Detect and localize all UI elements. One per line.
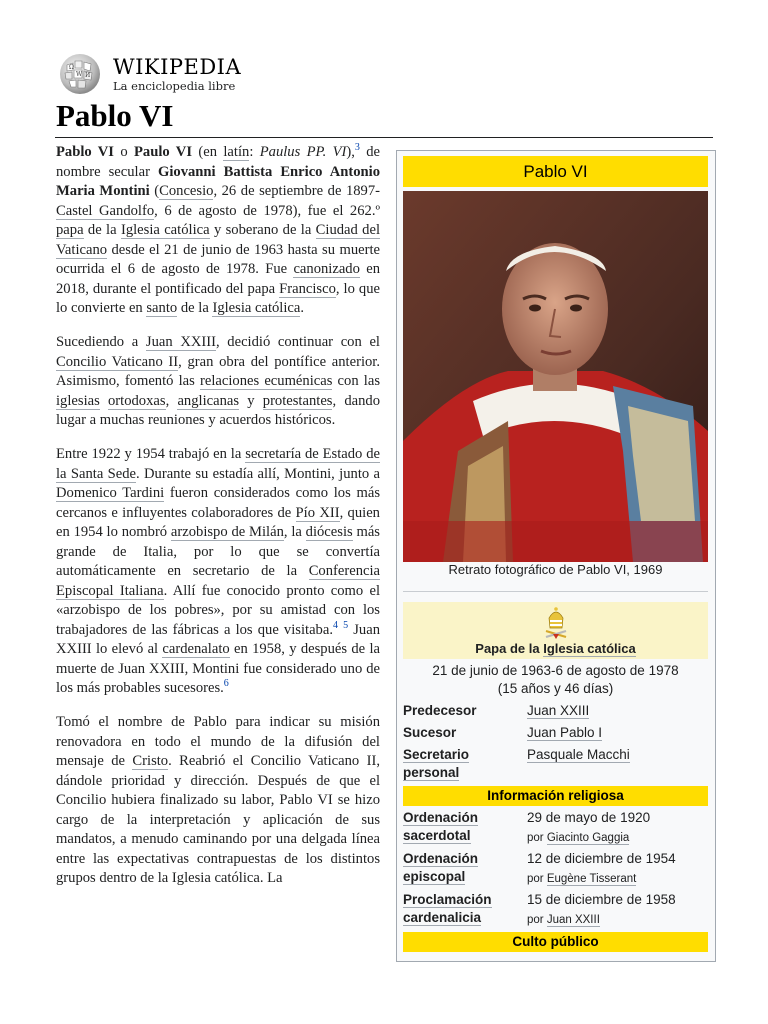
link-iglesias[interactable]: iglesias [56,392,100,409]
value-ordenacion-sacerdotal [527,809,707,846]
paragraph-4 [56,713,380,889]
link-ortodoxas[interactable]: ortodoxas [108,392,166,409]
link-concilio-vaticano-ii[interactable]: Concilio Vaticano II [56,353,179,370]
link-juan-xxiii[interactable]: Juan XXIII [145,334,216,350]
value-proclamacion-cardenalicia [527,891,707,928]
link-cristo[interactable]: Cristo [132,753,169,769]
text-run: fueron considerados como los más cercanos e influyentes colaboradores de [56,485,380,521]
link-pasquale-macchi[interactable]: Pasquale Macchi [527,747,630,762]
link-francisco[interactable]: Francisco [279,280,336,297]
link-pio-xii[interactable]: Pío XII [295,504,340,521]
text-run: , quien en 1954 lo nombró [56,504,380,540]
text-run: en 2018, durante el pontificado del papa [56,261,380,297]
site-header [55,52,355,96]
label-proclamacion-cardenalicia-text[interactable]: Proclamación cardenalicia [403,892,492,925]
infobox-divider [403,591,708,592]
text-run: desde el 21 de junio de 1963 hasta su muerte ocurrida el 6 de agosto de 1978. Fue [56,241,380,277]
value-sucesor [527,724,707,742]
text-run: Paulo VI [134,144,193,160]
text-run: , 26 de septiembre de 1897- [213,183,381,199]
reference-5[interactable]: 5 [343,619,349,631]
link-juan-xxiii[interactable]: Juan XXIII [546,914,600,926]
link-juan-pablo-i[interactable]: Juan Pablo I [527,725,603,740]
link-protestantes[interactable]: protestantes [262,392,333,409]
text-run: , decidió continuar con el [215,334,380,350]
office-header [403,602,708,659]
by-prefix: por [527,832,547,844]
link-secretaria-de-estado[interactable]: secretaría de Estado de la Santa Sede [56,446,381,482]
text-run: más grande de Italia, por lo que se convertía automáticamente en secretario de la [56,524,380,579]
link-arzobispo-de-milan[interactable]: arzobispo de Milán [170,524,284,540]
text-run: (en [192,144,224,160]
text-run: , dando lugar a muchas reuniones y acuerdos históricos. [56,392,381,428]
wikipedia-tagline: La enciclopedia libre [113,79,236,93]
text-run: , la [283,524,306,540]
label-ordenacion-sacerdotal-text[interactable]: Ordenación sacerdotal [403,810,479,843]
wikipedia-wordmark[interactable]: WIKIPEDIA [113,55,242,79]
ordained-by [527,830,707,846]
value-secretario [527,746,707,764]
text-run: Tomó el nombre de Pablo para indicar su misión renovadora en todo el mundo de la difusión del mensaje de [56,714,380,769]
text-run: , lo que lo convierte en [56,280,380,316]
office-date-range: 21 de junio de 1963-6 de agosto de 1978 [432,663,679,678]
date: 29 de mayo de 1920 [527,810,651,825]
text-run: con las [332,373,380,389]
by-prefix: por [527,914,547,926]
text-run: Pablo VI [56,144,114,160]
link-relaciones-ecumenicas[interactable]: relaciones ecuménicas [200,373,333,389]
text-run: y soberano de la [209,222,316,238]
text-run: . Reabrió el Concilio Vaticano II, dándole prioridad y dirección. Después de que el Concilio hubiera finalizado su labor, Pablo VI se hizo cargo de la interpretación y aplicación de sus mandatos, a menudo caminando por una delgada línea entre las expectativas contrapuestas de los distintos grupos dentro de la Iglesia católica. La [56,753,380,886]
text-run: : [249,144,260,160]
value-predecesor [527,702,707,720]
link-ciudad-del-vaticano[interactable]: Ciudad del Vaticano [56,222,381,258]
reference-4[interactable]: 4 [332,619,338,631]
text-run: , gran obra del pontífice anterior. Asimismo, fomentó las [56,353,381,389]
date: 12 de diciembre de 1954 [527,851,676,866]
reference-3[interactable]: 3 [354,142,360,154]
text-run: , 6 de agosto de 1978), fue el 262.º [154,202,380,219]
date: 15 de diciembre de 1958 [527,892,676,907]
text-run: , [165,392,178,409]
office-duration: (15 años y 46 días) [497,681,614,696]
paragraph-3 [56,445,380,699]
label-secretario [403,746,521,782]
link-juan-xxiii[interactable]: Juan XXIII [527,703,590,718]
link-canonizado[interactable]: canonizado [293,261,360,277]
text-run: de la [177,300,213,316]
text-run: de la [83,222,121,238]
label-ordenacion-sacerdotal [403,809,521,845]
link-iglesia-catolica[interactable]: Iglesia católica [543,641,636,656]
value-ordenacion-episcopal [527,850,707,887]
svg-text:И: И [85,72,91,79]
office-prefix: Papa de la [475,641,544,656]
link-castel-gandolfo[interactable]: Castel Gandolfo [56,202,155,219]
text-run: o [114,144,135,160]
text-run: Juan XXIII lo elevó al [56,621,381,657]
text-run: ), [346,144,355,160]
text-run [100,393,108,409]
link-iglesia-catolica[interactable]: Iglesia católica [212,300,301,316]
paragraph-2 [56,333,380,431]
text-run: Entre 1922 y 1954 trabajó en la [56,446,246,462]
ordained-by [527,871,707,887]
text-run: . Allí fue conocido pronto como el «arzobispo de los pobres», por su amistad con los trabajadores de las fábricas a los que visitaba. [56,582,381,638]
svg-text:Ω: Ω [69,64,74,71]
papal-emblem-icon[interactable] [541,604,571,640]
link-conferencia-episcopal-italiana[interactable]: Conferencia Episcopal Italiana [56,563,380,599]
label-secretario-text[interactable]: Secretario personal [403,747,470,780]
photo-caption: Retrato fotográfico de Pablo VI, 1969 [448,562,663,577]
text-run: de nombre secular [56,144,381,180]
label-proclamacion-cardenalicia [403,891,521,927]
link-concesio[interactable]: Concesio [159,183,214,199]
page-title: Pablo VI [56,98,174,133]
secular-name: Giovanni Battista Enrico Antonio Maria Montini [56,163,380,199]
section-culto-publico: Culto público [403,932,708,952]
reference-6[interactable]: 6 [223,678,229,690]
link-latin[interactable]: latín [223,144,250,160]
latin-name: Paulus PP. VI [259,144,347,160]
link-diocesis[interactable]: diócesis [305,524,353,540]
text-run: Sucediendo a [56,334,146,350]
label-sucesor: Sucesor [403,725,457,740]
text-run: . Durante su estadía allí, Montini, junto a [136,465,380,482]
label-predecesor: Predecesor [403,703,477,718]
section-informacion-religiosa: Información religiosa [403,786,708,806]
wikipedia-globe-icon[interactable] [55,52,105,96]
office-label [403,640,708,657]
link-giacinto-gaggia[interactable]: Giacinto Gaggia [546,832,630,844]
text-run: y [239,392,263,409]
portrait-photo[interactable] [403,191,708,562]
text-run: en 1958, y después de la muerte de Juan XXIII, Montini fue considerado uno de los más probables sucesores. [56,641,380,696]
text-run: ( [149,183,160,199]
link-papa[interactable]: papa [56,222,84,238]
link-eugene-tisserant[interactable]: Eugène Tisserant [546,873,637,885]
by-prefix: por [527,873,547,885]
office-dates [403,662,708,698]
svg-text:W: W [76,71,83,78]
text-run: . [300,300,305,316]
link-anglicanas[interactable]: anglicanas [177,392,240,409]
link-cardenalato[interactable]: cardenalato [162,641,230,657]
label-ordenacion-episcopal-text[interactable]: Ordenación episcopal [403,851,479,884]
article-body [56,143,380,903]
proclaimed-by [527,912,707,928]
infobox-title: Pablo VI [403,156,708,187]
link-iglesia-catolica[interactable]: Iglesia católica [120,222,210,238]
link-santo[interactable]: santo [146,300,178,316]
title-divider [55,137,713,138]
infobox [396,150,716,962]
label-ordenacion-episcopal [403,850,521,886]
link-domenico-tardini[interactable]: Domenico Tardini [56,485,165,501]
paragraph-1 [56,143,380,319]
